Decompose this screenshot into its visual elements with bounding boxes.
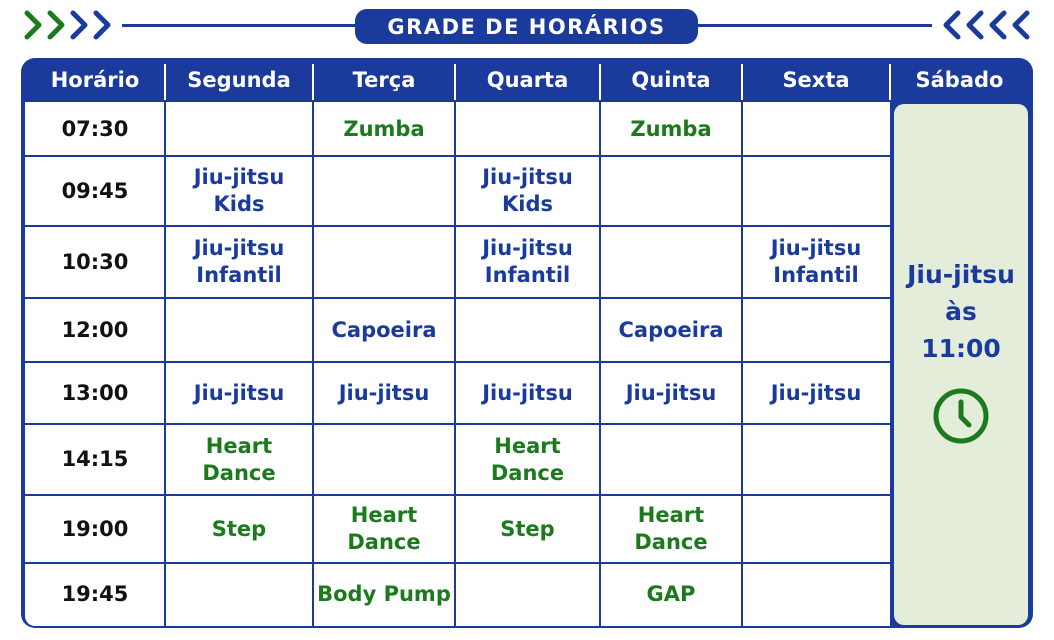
class-cell xyxy=(742,424,890,495)
class-cell xyxy=(165,563,313,626)
title-rule-left xyxy=(122,24,355,27)
column-header: Sexta xyxy=(782,68,850,92)
class-cell xyxy=(313,226,455,298)
header-divider xyxy=(312,64,314,100)
header-divider xyxy=(889,64,891,100)
page-title: GRADE DE HORÁRIOS xyxy=(355,9,698,44)
class-cell xyxy=(600,226,742,298)
class-cell: GAP xyxy=(646,582,696,606)
column-header: Quarta xyxy=(486,68,569,92)
header-divider xyxy=(164,64,166,100)
saturday-connector: às xyxy=(945,297,977,326)
header-divider xyxy=(599,64,601,100)
saturday-info xyxy=(894,256,1028,367)
schedule-grid xyxy=(25,102,890,626)
time-cell: 19:00 xyxy=(61,516,129,541)
header-divider xyxy=(454,64,456,100)
class-cell: Heart Dance xyxy=(490,433,565,485)
time-cell: 10:30 xyxy=(61,249,129,274)
saturday-time: 11:00 xyxy=(921,334,1001,363)
class-cell: Jiu-jitsu xyxy=(770,380,862,405)
time-cell: 09:45 xyxy=(61,178,129,203)
class-cell: Jiu-jitsu Infantil xyxy=(482,236,573,287)
class-cell xyxy=(742,156,890,226)
time-cell: 13:00 xyxy=(61,380,129,405)
class-cell: Jiu-jitsu Infantil xyxy=(770,236,862,287)
saturday-class: Jiu-jitsu xyxy=(907,260,1015,289)
class-cell xyxy=(165,298,313,362)
class-cell: Jiu-jitsu xyxy=(625,380,717,405)
column-header: Terça xyxy=(352,68,416,92)
class-cell xyxy=(165,102,313,156)
chevron-right-icon xyxy=(22,9,44,41)
class-cell: Capoeira xyxy=(618,317,724,342)
class-cell: Zumba xyxy=(630,116,712,141)
class-cell xyxy=(742,298,890,362)
clock-icon xyxy=(932,387,990,449)
title-rule-right xyxy=(698,24,932,27)
schedule-board xyxy=(21,58,1033,628)
class-cell: Body Pump xyxy=(317,582,451,606)
time-cell: 19:45 xyxy=(61,582,129,606)
chevron-left-icon xyxy=(964,9,986,41)
chevron-right-icon xyxy=(68,9,90,41)
header-divider xyxy=(741,64,743,100)
time-cell: 12:00 xyxy=(61,317,129,342)
class-cell: Heart Dance xyxy=(347,503,421,554)
class-cell xyxy=(600,156,742,226)
time-cell: 07:30 xyxy=(61,116,129,141)
class-cell: Step xyxy=(211,516,267,541)
class-cell: Jiu-jitsu Kids xyxy=(193,165,285,216)
chevron-left-icon xyxy=(987,9,1009,41)
chevron-left-icon xyxy=(941,9,963,41)
class-cell: Capoeira xyxy=(331,317,437,342)
class-cell: Step xyxy=(500,516,555,541)
class-cell: Jiu-jitsu xyxy=(482,380,573,405)
chevron-left-icon xyxy=(1010,9,1032,41)
time-cell: 14:15 xyxy=(61,447,129,471)
class-cell xyxy=(600,424,742,495)
chevron-right-icon-group xyxy=(22,9,113,41)
column-header: Sábado xyxy=(915,68,1004,92)
class-cell: Jiu-jitsu xyxy=(338,380,430,405)
column-header: Horário xyxy=(50,68,140,92)
chevron-right-icon xyxy=(91,9,113,41)
class-cell xyxy=(313,156,455,226)
class-cell: Jiu-jitsu Kids xyxy=(482,165,573,216)
class-cell xyxy=(742,102,890,156)
class-cell: Jiu-jitsu xyxy=(193,380,285,405)
class-cell: Heart Dance xyxy=(202,433,276,485)
class-cell: Jiu-jitsu Infantil xyxy=(193,236,285,287)
class-cell xyxy=(313,424,455,495)
column-header: Segunda xyxy=(187,68,291,92)
class-cell xyxy=(455,563,600,626)
class-cell xyxy=(455,102,600,156)
class-cell: Heart Dance xyxy=(634,503,708,554)
class-cell xyxy=(742,563,890,626)
column-header: Quinta xyxy=(631,68,711,92)
class-cell xyxy=(742,495,890,563)
saturday-panel xyxy=(894,104,1028,625)
chevron-left-icon-group xyxy=(941,9,1032,41)
chevron-right-icon xyxy=(45,9,67,41)
class-cell: Zumba xyxy=(343,116,425,141)
class-cell xyxy=(455,298,600,362)
